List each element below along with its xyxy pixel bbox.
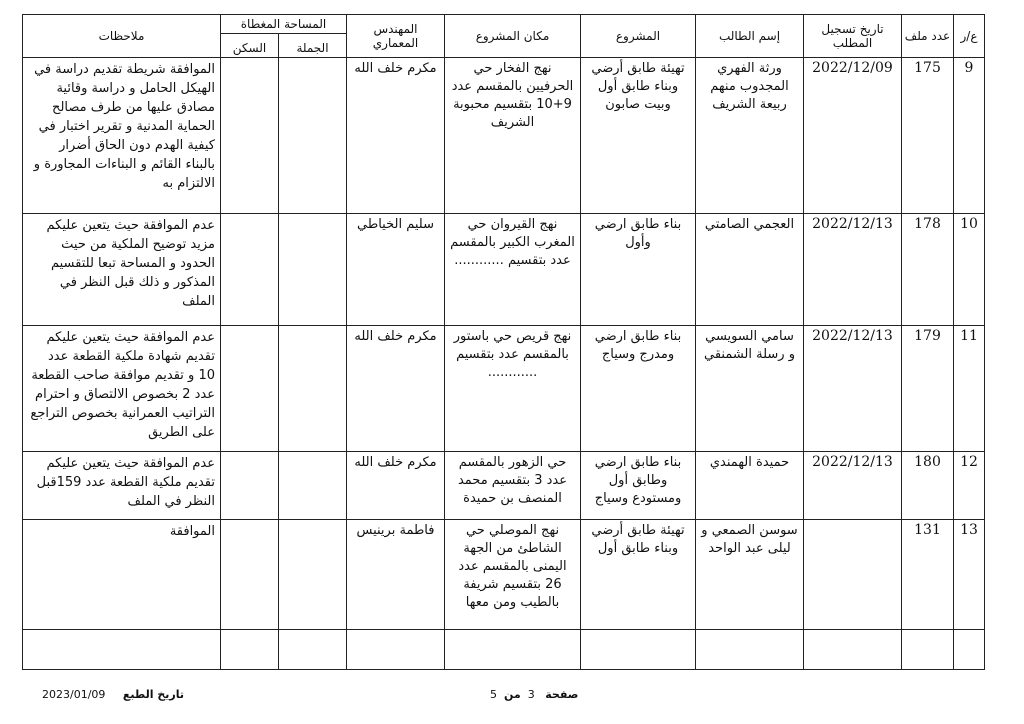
cell-architect: مكرم خلف الله — [347, 452, 445, 520]
cell-registration-date: 2022/12/13 — [804, 452, 902, 520]
registry-table — [22, 14, 985, 670]
cell-area-housing — [221, 58, 279, 214]
cell-area-total — [279, 214, 347, 326]
cell-empty — [221, 630, 279, 670]
cell-location: نهج قريص حي باستور بالمقسم عدد بتقسيم ............ — [445, 326, 581, 452]
cell-empty — [445, 630, 581, 670]
cell-location: نهج الموصلي حي الشاطئ من الجهة اليمنى بالمقسم عدد 26 بتقسيم شريفة بالطيب ومن معها — [445, 520, 581, 630]
header-area-total: الجملة — [279, 34, 347, 58]
header-file-no: عدد ملف — [902, 15, 954, 58]
page-label: صفحة — [545, 688, 579, 701]
cell-empty — [23, 630, 221, 670]
cell-empty — [902, 630, 954, 670]
cell-architect: مكرم خلف الله — [347, 58, 445, 214]
cell-area-total — [279, 58, 347, 214]
header-registration-date: تاريخ تسجيل المطلب — [804, 15, 902, 58]
cell-notes: عدم الموافقة حيث يتعين عليكم مزيد توضيح الملكية من حيث الحدود و المساحة تبعا للتقسيم المذكور و ذلك قبل النظر في الملف — [23, 214, 221, 326]
cell-file-no: 178 — [902, 214, 954, 326]
table-row — [23, 520, 985, 630]
print-date: 2023/01/09 — [42, 688, 106, 701]
cell-notes: عدم الموافقة حيث يتعين عليكم تقديم ملكية القطعة عدد 159قبل النظر في الملف — [23, 452, 221, 520]
cell-area-total — [279, 520, 347, 630]
cell-applicant: ورثة الفهري المجدوب منهم ربيعة الشريف — [696, 58, 804, 214]
header-architect: المهندس المعماري — [347, 15, 445, 58]
table-row — [23, 58, 985, 214]
cell-empty — [954, 630, 985, 670]
cell-architect: سليم الخياطي — [347, 214, 445, 326]
cell-applicant: سامي السويسي و رسلة الشمنقي — [696, 326, 804, 452]
cell-area-total — [279, 326, 347, 452]
cell-applicant: سوسن الصمعي و ليلى عبد الواحد — [696, 520, 804, 630]
cell-registration-date: 2022/12/13 — [804, 214, 902, 326]
cell-area-housing — [221, 520, 279, 630]
cell-notes: الموافقة شريطة تقديم دراسة في الهيكل الحامل و دراسة وقائية مصادق عليها من طرف مصالح الحماية المدنية و تقرير اختبار في كيفية الهدم دون الحاق أضرار بالبناء القائم و البناءات المجاورة و الالتزام به — [23, 58, 221, 214]
header-location: مكان المشروع — [445, 15, 581, 58]
cell-project: بناء طابق ارضي ومدرج وسياج — [581, 326, 696, 452]
cell-project: تهيئة طابق أرضي وبناء طابق أول — [581, 520, 696, 630]
table-row — [23, 214, 985, 326]
page-current: 3 — [527, 688, 535, 701]
cell-architect: فاطمة برينيس — [347, 520, 445, 630]
cell-area-housing — [221, 452, 279, 520]
header-applicant: إسم الطالب — [696, 15, 804, 58]
cell-file-no: 180 — [902, 452, 954, 520]
header-covered-area: المساحة المغطاة — [221, 15, 347, 34]
cell-applicant: حميدة الهمندي — [696, 452, 804, 520]
cell-seq: 10 — [954, 214, 985, 326]
cell-notes: الموافقة — [23, 520, 221, 630]
cell-area-housing — [221, 326, 279, 452]
cell-registration-date: 2022/12/09 — [804, 58, 902, 214]
print-date-block — [42, 688, 184, 701]
header-area-housing: السكن — [221, 34, 279, 58]
cell-empty — [581, 630, 696, 670]
header-project: المشروع — [581, 15, 696, 58]
cell-project: تهيئة طابق أرضي وبناء طابق أول وبيت صابون — [581, 58, 696, 214]
cell-architect: مكرم خلف الله — [347, 326, 445, 452]
cell-file-no: 131 — [902, 520, 954, 630]
header-notes: ملاحظات — [23, 15, 221, 58]
cell-notes: عدم الموافقة حيث يتعين عليكم تقديم شهادة ملكية القطعة عدد 10 و تقديم موافقة صاحب القطعة عدد 2 بخصوص الالتصاق و احترام التراتيب العمرانية بخصوص التراجع على الطريق — [23, 326, 221, 452]
page-total: 5 — [490, 688, 497, 701]
cell-seq: 13 — [954, 520, 985, 630]
cell-location: نهج الفخار حي الحرفيين بالمقسم عدد 9+10 بتقسيم محبوبة الشريف — [445, 58, 581, 214]
header-seq: ع/ر — [954, 15, 985, 58]
cell-seq: 12 — [954, 452, 985, 520]
cell-seq: 11 — [954, 326, 985, 452]
cell-registration-date — [804, 520, 902, 630]
cell-empty — [347, 630, 445, 670]
cell-empty — [279, 630, 347, 670]
cell-location: نهج القيروان حي المغرب الكبير بالمقسم عدد بتقسيم ............ — [445, 214, 581, 326]
cell-location: حي الزهور بالمقسم عدد 3 بتقسيم محمد المنصف بن حميدة — [445, 452, 581, 520]
cell-project: بناء طابق ارضي وأول — [581, 214, 696, 326]
cell-file-no: 175 — [902, 58, 954, 214]
cell-applicant: العجمي الصامتي — [696, 214, 804, 326]
cell-area-total — [279, 452, 347, 520]
print-date-label: تاريخ الطبع — [122, 688, 184, 701]
table-row-empty — [23, 630, 985, 670]
cell-seq: 9 — [954, 58, 985, 214]
cell-registration-date: 2022/12/13 — [804, 326, 902, 452]
cell-file-no: 179 — [902, 326, 954, 452]
table-row — [23, 452, 985, 520]
cell-area-housing — [221, 214, 279, 326]
cell-project: بناء طابق ارضي وطابق أول ومستودع وسياج — [581, 452, 696, 520]
cell-empty — [804, 630, 902, 670]
table-row — [23, 326, 985, 452]
page-number — [490, 688, 578, 701]
cell-empty — [696, 630, 804, 670]
page-of: من — [504, 688, 521, 701]
